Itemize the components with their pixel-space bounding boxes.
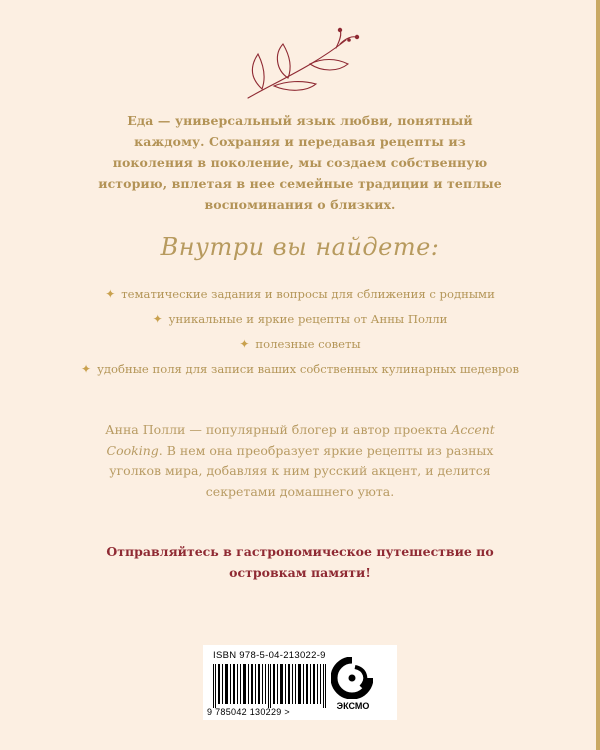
star-bullet-icon: ✦ bbox=[239, 337, 250, 351]
barcode-panel bbox=[203, 645, 397, 720]
feature-item: ✦ тематические задания и вопросы для сближения с родными bbox=[105, 287, 495, 301]
brand-name: Accent Cooking bbox=[106, 422, 495, 458]
features-list bbox=[80, 286, 520, 386]
intro-paragraph: Еда — универсальный язык любви, понятный каждому. Сохраняя и передавая рецепты из поколения в поколение, мы создаем собственную историю, вплетая в нее семейные традиции и теплые воспоминания о близких. bbox=[98, 113, 502, 212]
feature-item: ✦ удобные поля для записи ваших собственных кулинарных шедевров bbox=[81, 362, 519, 376]
author-paragraph: Анна Полли — популярный блогер и автор проекта Accent Cooking. В нем она преобразует яркие рецепты из разных уголков мира, добавляя к ним русский акцент, и делится секретами домашнего уюта. bbox=[105, 422, 495, 499]
star-bullet-icon: ✦ bbox=[105, 287, 116, 301]
branch-ornament-icon bbox=[228, 26, 370, 106]
inside-heading: Внутри вы найдете: bbox=[160, 233, 440, 261]
publisher-logo-icon bbox=[331, 657, 373, 699]
barcode-icon bbox=[213, 664, 327, 708]
publisher-name: ЭКСМО bbox=[336, 701, 370, 711]
right-edge-strip bbox=[596, 0, 600, 750]
barcode-digits: 9 785042 130229 > bbox=[207, 707, 290, 717]
isbn-label: ISBN 978-5-04-213022-9 bbox=[213, 650, 326, 661]
feature-item: ✦ уникальные и яркие рецепты от Анны Полли bbox=[152, 312, 448, 326]
star-bullet-icon: ✦ bbox=[152, 312, 163, 326]
star-bullet-icon: ✦ bbox=[81, 362, 92, 376]
call-to-action: Отправляйтесь в гастрономическое путешествие по островкам памяти! bbox=[106, 544, 494, 580]
feature-item: ✦ полезные советы bbox=[239, 337, 361, 351]
